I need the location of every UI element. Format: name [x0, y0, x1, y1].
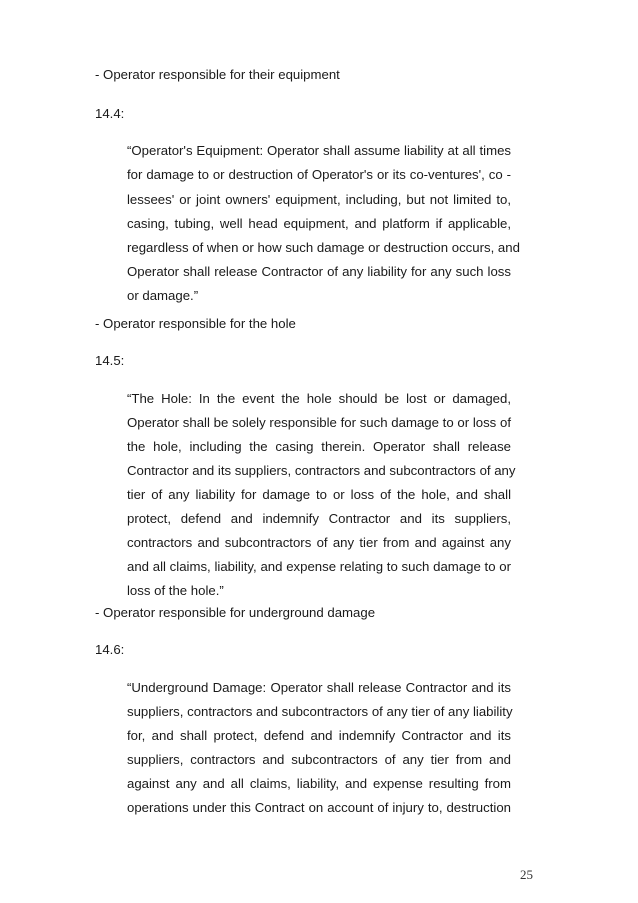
- quote-line: suppliers, contractors and subcontractors of any tier of any liability: [127, 704, 513, 719]
- quote-line: “Underground Damage: Operator shall release Contractor and its: [127, 680, 511, 695]
- section-heading: - Operator responsible for the hole: [95, 316, 296, 331]
- quote-line: Operator shall be solely responsible for such damage to or loss of: [127, 415, 511, 430]
- quote-line: casing, tubing, well head equipment, and platform if applicable,: [127, 216, 511, 231]
- quote-line: for damage to or destruction of Operator's or its co-ventures', co -: [127, 167, 511, 182]
- clause-number: 14.4:: [95, 106, 125, 121]
- quote-line: “Operator's Equipment: Operator shall assume liability at all times: [127, 143, 511, 158]
- quote-line: suppliers, contractors and subcontractors of any tier from and: [127, 752, 511, 767]
- quote-line: regardless of when or how such damage or destruction occurs, and: [127, 240, 520, 255]
- clause-number: 14.5:: [95, 353, 125, 368]
- quote-line: against any and all claims, liability, and expense resulting from: [127, 776, 511, 791]
- clause-number: 14.6:: [95, 642, 125, 657]
- quote-line: lessees' or joint owners' equipment, including, but not limited to,: [127, 192, 511, 207]
- page-number: 25: [520, 867, 533, 882]
- quote-line: loss of the hole.”: [127, 583, 224, 598]
- section-heading: - Operator responsible for underground damage: [95, 605, 376, 620]
- quote-line: the hole, including the casing therein. Operator shall release: [127, 439, 511, 454]
- quote-line: for, and shall protect, defend and indemnify Contractor and its: [127, 728, 511, 743]
- quote-line: operations under this Contract on account of injury to, destruction: [127, 800, 511, 815]
- quote-line: and all claims, liability, and expense relating to such damage to or: [127, 559, 511, 574]
- quote-line: protect, defend and indemnify Contractor and its suppliers,: [127, 511, 511, 526]
- quote-line: tier of any liability for damage to or loss of the hole, and shall: [127, 487, 511, 502]
- quote-line: contractors and subcontractors of any tier from and against any: [127, 535, 511, 550]
- section-heading: - Operator responsible for their equipment: [95, 67, 340, 82]
- quote-line: Contractor and its suppliers, contractors and subcontractors of any: [127, 463, 516, 478]
- quote-line: or damage.”: [127, 288, 199, 303]
- quote-line: Operator shall release Contractor of any liability for any such loss: [127, 264, 511, 279]
- quote-line: “The Hole: In the event the hole should be lost or damaged,: [127, 391, 511, 406]
